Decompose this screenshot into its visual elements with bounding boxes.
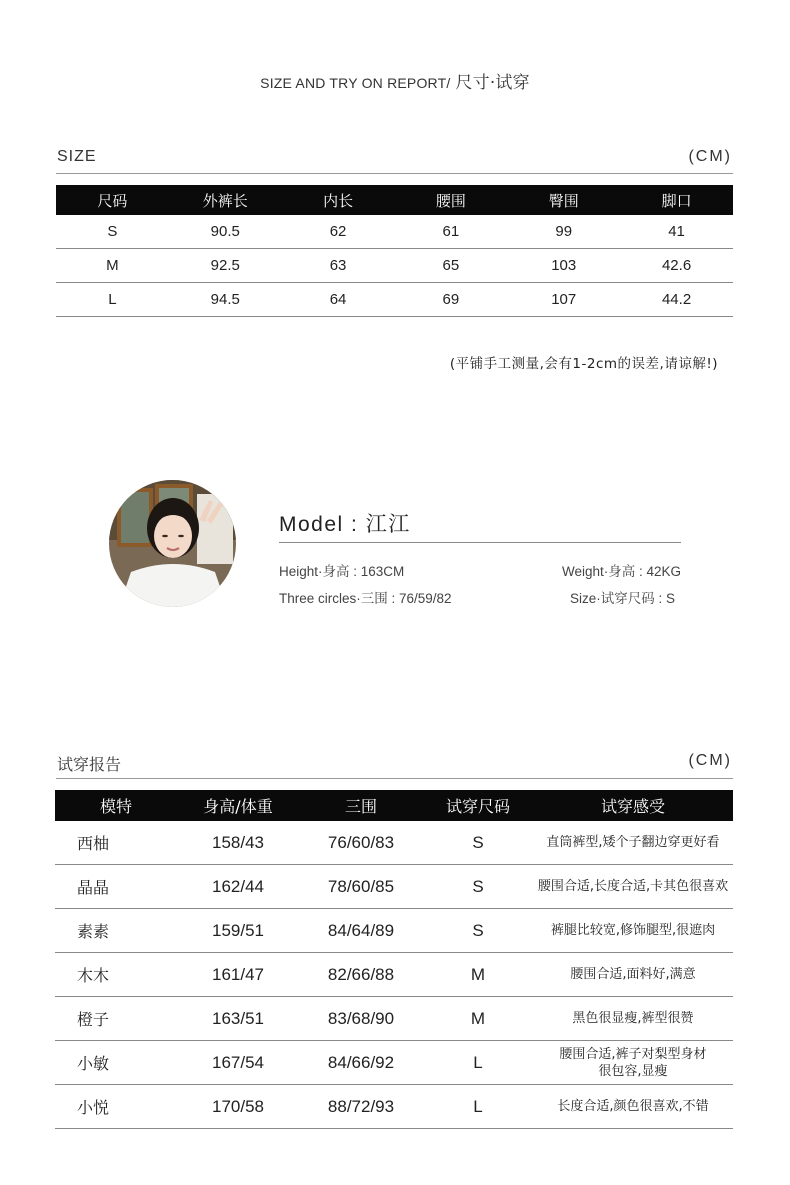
model-photo-illustration (109, 480, 236, 607)
model-name: Model : 江江 (279, 513, 411, 536)
measurements-cell: 84/64/89 (299, 909, 423, 953)
try-size-cell: S (423, 821, 533, 865)
feedback-cell: 长度合适,颜色很喜欢,不错 (533, 1085, 733, 1129)
model-height: Height·身高 : 163CM (279, 564, 405, 579)
model-avatar (109, 480, 236, 607)
page-title (0, 68, 790, 93)
height-weight-cell: 163/51 (177, 997, 299, 1041)
height-weight-cell: 162/44 (177, 865, 299, 909)
size-cell: 90.5 (169, 215, 282, 249)
table-row (56, 215, 733, 249)
size-cell: 63 (282, 249, 395, 283)
try-col-header: 身高/体重 (177, 790, 299, 821)
try-col-header: 三围 (299, 790, 423, 821)
size-divider (56, 173, 733, 174)
size-cell: 62 (282, 215, 395, 249)
size-cell: 94.5 (169, 283, 282, 317)
try-col-header: 模特 (55, 790, 177, 821)
measurements-cell: 88/72/93 (299, 1085, 423, 1129)
table-row (56, 249, 733, 283)
table-row (55, 953, 733, 997)
model-name-cell: 橙子 (55, 997, 177, 1041)
size-cell: S (56, 215, 169, 249)
height-weight-cell: 159/51 (177, 909, 299, 953)
height-weight-cell: 158/43 (177, 821, 299, 865)
model-three-circles: Three circles·三围 : 76/59/82 (279, 591, 452, 606)
size-cell: 41 (620, 215, 733, 249)
size-cell: 64 (282, 283, 395, 317)
model-name-cell: 木木 (55, 953, 177, 997)
height-weight-cell: 167/54 (177, 1041, 299, 1085)
size-cell: 44.2 (620, 283, 733, 317)
measurements-cell: 83/68/90 (299, 997, 423, 1041)
size-cell: 107 (507, 283, 620, 317)
table-row (56, 283, 733, 317)
size-table-header (56, 185, 733, 215)
size-section-label: SIZE (57, 148, 97, 165)
table-row (55, 1085, 733, 1129)
model-name-cell: 西柚 (55, 821, 177, 865)
feedback-cell: 裤腿比较宽,修饰腿型,很遮肉 (533, 909, 733, 953)
table-row (55, 909, 733, 953)
try-section-label: 试穿报告 (57, 757, 122, 774)
size-col-header: 臀围 (507, 185, 620, 215)
try-size-cell: S (423, 909, 533, 953)
height-weight-cell: 170/58 (177, 1085, 299, 1129)
size-cell: 61 (394, 215, 507, 249)
table-row (55, 1041, 733, 1085)
try-size-cell: L (423, 1041, 533, 1085)
size-cell: 103 (507, 249, 620, 283)
size-col-header: 外裤长 (169, 185, 282, 215)
size-table (56, 185, 733, 317)
try-table-header (55, 790, 733, 821)
try-col-header: 试穿尺码 (423, 790, 533, 821)
size-col-header: 尺码 (56, 185, 169, 215)
try-size-cell: L (423, 1085, 533, 1129)
model-try-size: Size·试穿尺码 : S (569, 591, 675, 606)
measurements-cell: 78/60/85 (299, 865, 423, 909)
measurements-cell: 84/66/92 (299, 1041, 423, 1085)
feedback-cell: 腰围合适,长度合适,卡其色很喜欢 (533, 865, 733, 909)
try-on-table (55, 790, 733, 1129)
measurements-cell: 82/66/88 (299, 953, 423, 997)
measurements-cell: 76/60/83 (299, 821, 423, 865)
size-col-header: 内长 (282, 185, 395, 215)
try-size-cell: M (423, 997, 533, 1041)
model-name-cell: 小敏 (55, 1041, 177, 1085)
size-cell: 92.5 (169, 249, 282, 283)
table-row (55, 997, 733, 1041)
try-unit-label: (CM) (688, 752, 732, 769)
size-col-header: 腰围 (394, 185, 507, 215)
try-col-header: 试穿感受 (533, 790, 733, 821)
try-size-cell: S (423, 865, 533, 909)
model-divider (279, 542, 681, 543)
size-cell: 99 (507, 215, 620, 249)
size-cell: 65 (394, 249, 507, 283)
feedback-cell: 腰围合适,面料好,满意 (533, 953, 733, 997)
model-name-cell: 素素 (55, 909, 177, 953)
height-weight-cell: 161/47 (177, 953, 299, 997)
feedback-cell: 黑色很显瘦,裤型很赞 (533, 997, 733, 1041)
feedback-cell (533, 1041, 733, 1085)
size-unit-label: (CM) (688, 148, 732, 165)
table-row (55, 821, 733, 865)
size-cell: L (56, 283, 169, 317)
title-english: SIZE AND TRY ON REPORT/ (260, 75, 451, 91)
measurement-note: (平铺手工测量,会有1-2cm的误差,请谅解!) (449, 356, 718, 372)
feedback-cell: 直筒裤型,矮个子翻边穿更好看 (533, 821, 733, 865)
title-chinese: 尺寸·试穿 (455, 73, 530, 93)
size-cell: 42.6 (620, 249, 733, 283)
size-col-header: 脚口 (620, 185, 733, 215)
model-weight: Weight·身高 : 42KG (561, 564, 681, 579)
table-row (55, 865, 733, 909)
feedback-line-1: 腰围合适,裤子对梨型身材 (559, 1046, 707, 1062)
try-divider (56, 778, 733, 779)
model-name-cell: 晶晶 (55, 865, 177, 909)
size-cell: M (56, 249, 169, 283)
try-size-cell: M (423, 953, 533, 997)
model-name-cell: 小悦 (55, 1085, 177, 1129)
size-cell: 69 (394, 283, 507, 317)
feedback-line-2: 很包容,显瘦 (598, 1063, 668, 1079)
